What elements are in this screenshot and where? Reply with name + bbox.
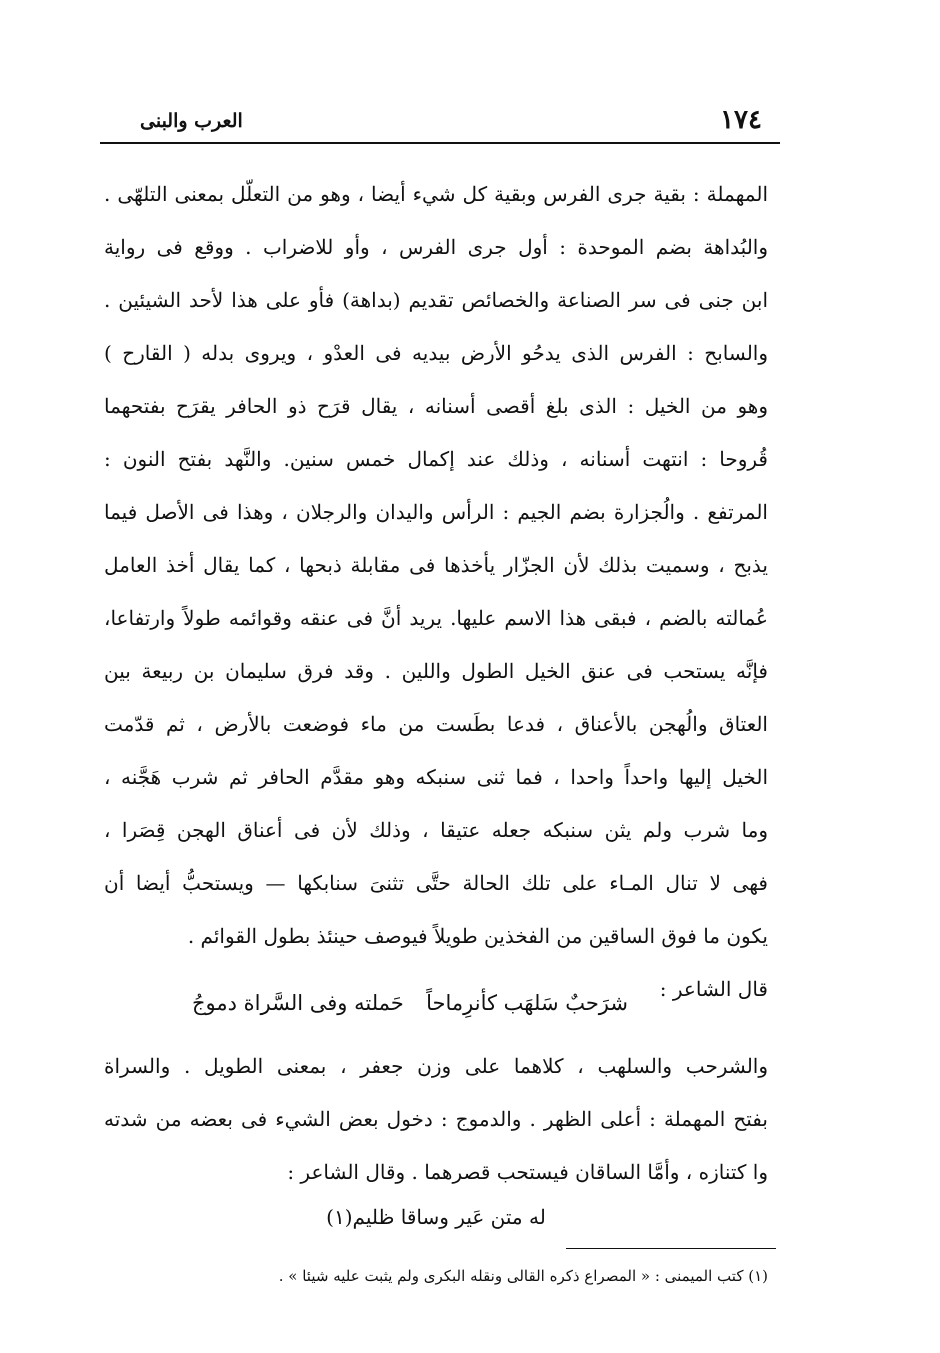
text-line: قُروحا : انتهت أسنانه ، وذلك عند إكمال خمس سنين. والنَّهد بفتح النون : [104, 447, 768, 471]
text-line: والشرحب والسلهب ، كلاهما على وزن جعفر ، بمعنى الطويل . والسراة [104, 1054, 768, 1078]
text-line: المهملة : بقية جرى الفرس وبقية كل شيء أيضا ، وهو من التعلّل بمعنى التلهّى . [104, 182, 768, 206]
text-line: ابن جنى فى سر الصناعة والخصائص تقديم (بداهة) فأو على هذا لأحد الشيئين . [104, 288, 768, 312]
text-line: قال الشاعر : [659, 977, 768, 1001]
footnote: (١) كتب الميمنى : « المصراع ذكره القالى ونقله البكرى ولم يثبت عليه شيئا » . [278, 1267, 768, 1285]
text-line: والسابح : الفرس الذى يدحُو الأرض بيديه فى العدْو ، ويروى بدله ( القارح ) [104, 341, 768, 365]
text-line: فهى لا تنال المـاء على تلك الحالة حتَّى تثنىَ سنابكها — ويستحبُّ أيضا أن [104, 871, 768, 895]
text-line: بفتح المهملة : أعلى الظهر . والدموج : دخول بعض الشيء فى بعضه من شدته [104, 1107, 768, 1131]
poem-verse [104, 976, 768, 1030]
poem-hemistich-first: شرَحبٌ سَلهَب كأنرِماحاً [426, 991, 628, 1015]
running-title: العرب والبنى [140, 110, 243, 132]
body-paragraph [104, 168, 768, 1016]
text-line: فإنَّه يستحب فى عنق الخيل الطول واللين . وقد فرق سليمان بن ربيعة بين [104, 659, 768, 683]
text-line: وما شرب ولم يثن سنبكه جعله عتيقا ، وذلك لأن فى أعناق الهجن قِصَرا ، [104, 818, 768, 842]
header-rule [100, 142, 780, 144]
page-header [100, 104, 780, 140]
text-line: عُمالته بالضم ، فبقى هذا الاسم عليها. يريد أنَّ فى عنقه وقوائمه طولاً وارتفاعا، [104, 606, 768, 630]
text-line: وهو من الخيل : الذى بلغ أقصى أسنانه ، يقال قرَح ذو الحافر يقرَح بفتحهما [104, 394, 768, 418]
text-line: الخيل إليها واحداً واحدا ، فما ثنى سنبكه وهو مقدَّم الحافر ثم شرب هَجَّنه ، [104, 765, 768, 789]
poem-verse-2: له متن عَير وساقا ظليم(١) [326, 1205, 546, 1229]
text-line: يذبح ، وسميت بذلك لأن الجزّار يأخذها فى مقابلة ذبحها ، كما يقال أخذ العامل [104, 553, 768, 577]
footnote-rule [566, 1248, 776, 1249]
text-line: يكون ما فوق الساقين من الفخذين طويلاً فيوصف حينئذ بطول القوائم . [187, 924, 768, 948]
text-line: وا كتنازه ، وأمَّا الساقان فيستحب قصرهما . وقال الشاعر : [287, 1160, 768, 1184]
body-paragraph-2 [104, 1040, 768, 1199]
page-number: ١٧٤ [720, 105, 762, 135]
text-line: والبُداهة بضم الموحدة : أول جرى الفرس ، وأو للاضراب . ووقع فى رواية [104, 235, 768, 259]
poem-hemistich-second: حَملته وفى السَّراة دموجُ [192, 991, 404, 1015]
text-line: المرتفع . والُجزارة بضم الجيم : الرأس واليدان والرجلان ، وهذا فى الأصل فيما [104, 500, 768, 524]
text-line: العتاق والُهجن بالأعناق ، فدعا بطَست من ماء فوضعت بالأرض ، ثم قدّمت [104, 712, 768, 736]
